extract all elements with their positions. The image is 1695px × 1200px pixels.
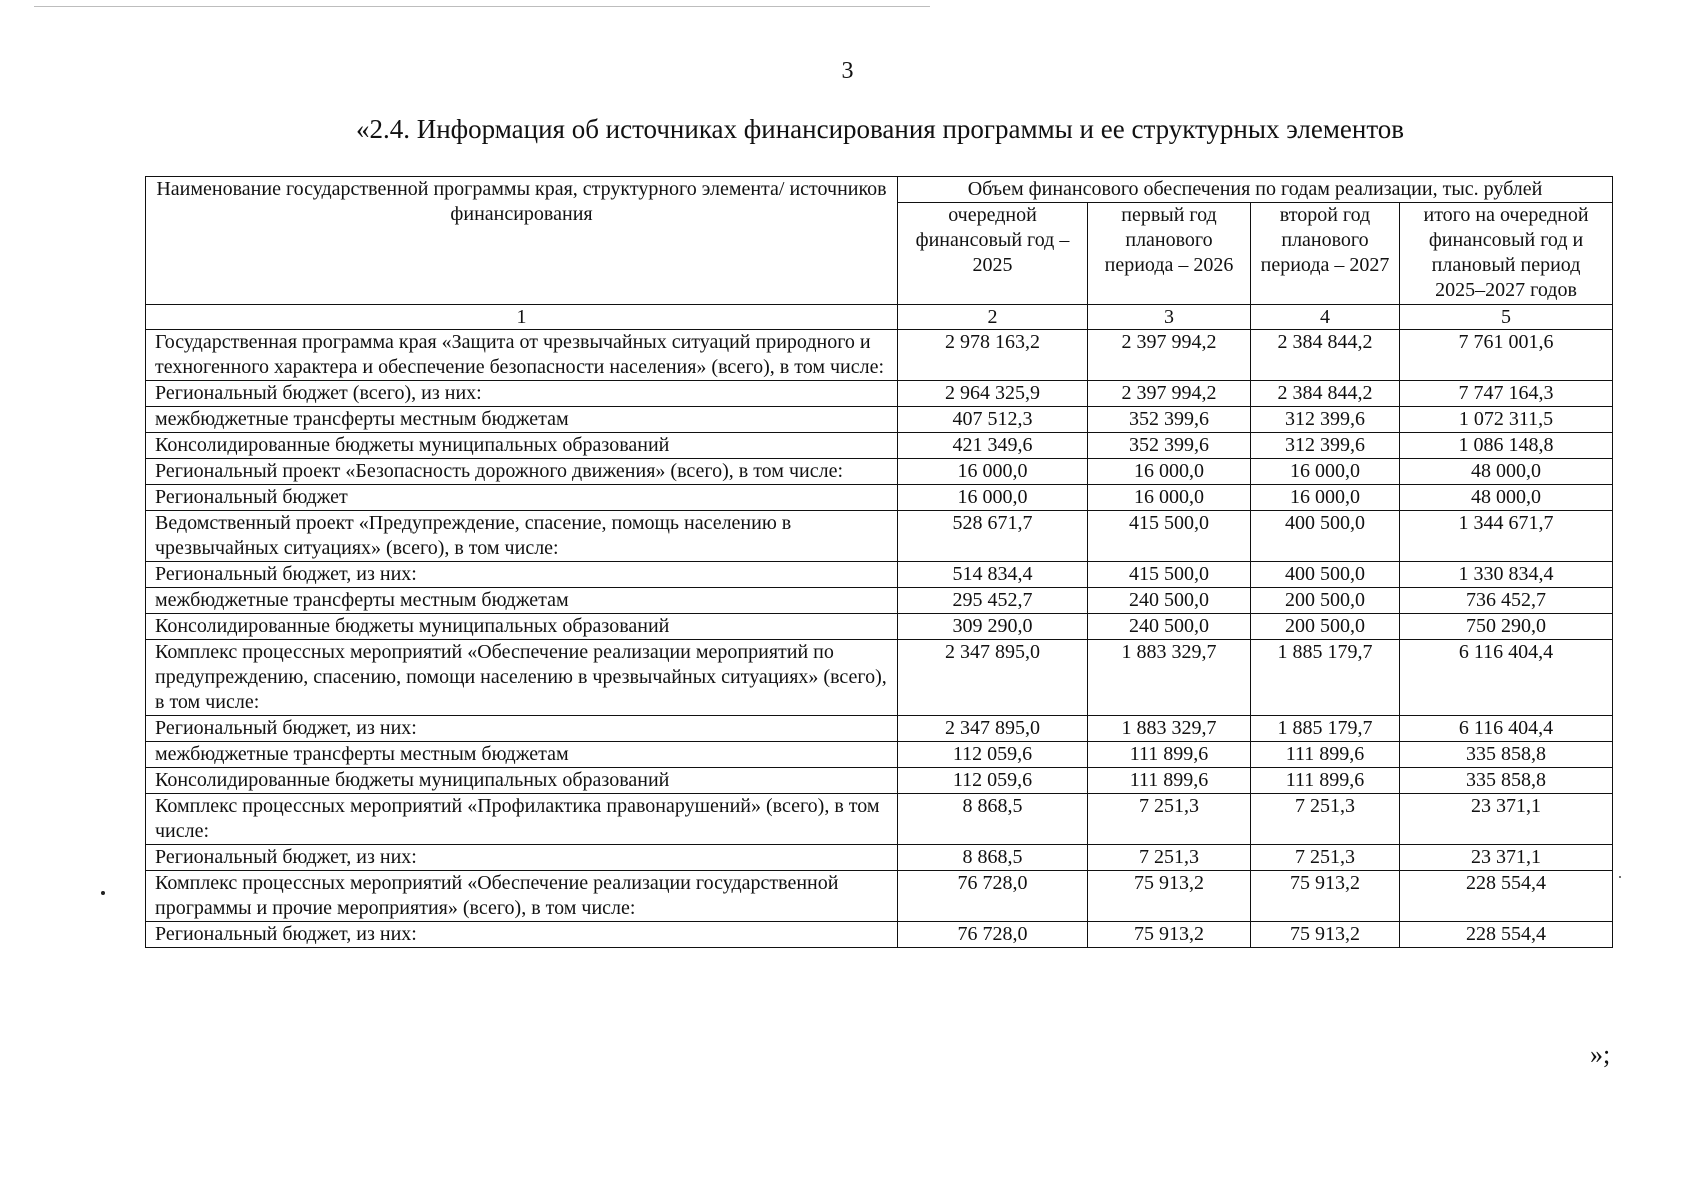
value-total: 750 290,0 (1400, 614, 1613, 640)
row-name: межбюджетные трансферты местным бюджетам (146, 742, 898, 768)
value-2025: 112 059,6 (898, 768, 1088, 794)
row-name: Региональный проект «Безопасность дорожного движения» (всего), в том числе: (146, 459, 898, 485)
value-2026: 2 397 994,2 (1088, 381, 1251, 407)
column-number: 3 (1088, 305, 1251, 330)
value-total: 1 086 148,8 (1400, 433, 1613, 459)
row-name: Консолидированные бюджеты муниципальных образований (146, 768, 898, 794)
margin-dot (101, 891, 105, 895)
row-name: Региональный бюджет (всего), из них: (146, 381, 898, 407)
header-year-2027: второй год планового периода – 2027 (1251, 203, 1400, 305)
value-2025: 421 349,6 (898, 433, 1088, 459)
value-2027: 7 251,3 (1251, 794, 1400, 845)
value-2026: 240 500,0 (1088, 588, 1251, 614)
value-2026: 240 500,0 (1088, 614, 1251, 640)
row-name: Комплекс процессных мероприятий «Обеспечение реализации государственной программы и прочие мероприятия» (всего), в том числе: (146, 871, 898, 922)
value-total: 7 761 001,6 (1400, 330, 1613, 381)
header-row (146, 177, 1613, 203)
value-total: 1 344 671,7 (1400, 511, 1613, 562)
table-row (146, 459, 1613, 485)
table-row (146, 871, 1613, 922)
value-total: 23 371,1 (1400, 845, 1613, 871)
financing-table (145, 176, 1613, 948)
value-2026: 75 913,2 (1088, 922, 1251, 948)
closing-quote-mark: »; (1590, 1040, 1611, 1069)
value-2027: 200 500,0 (1251, 614, 1400, 640)
value-2026: 7 251,3 (1088, 845, 1251, 871)
table-row (146, 716, 1613, 742)
value-2027: 111 899,6 (1251, 742, 1400, 768)
table-row (146, 614, 1613, 640)
value-2026: 16 000,0 (1088, 459, 1251, 485)
value-2025: 2 978 163,2 (898, 330, 1088, 381)
value-total: 48 000,0 (1400, 459, 1613, 485)
value-2026: 16 000,0 (1088, 485, 1251, 511)
table-row (146, 433, 1613, 459)
row-name: Ведомственный проект «Предупреждение, спасение, помощь населению в чрезвычайных ситуациях» (всего), в том числе: (146, 511, 898, 562)
value-2026: 1 883 329,7 (1088, 640, 1251, 716)
value-2025: 309 290,0 (898, 614, 1088, 640)
value-2027: 2 384 844,2 (1251, 330, 1400, 381)
value-total: 23 371,1 (1400, 794, 1613, 845)
margin-dot (1619, 876, 1621, 878)
value-2027: 312 399,6 (1251, 407, 1400, 433)
value-total: 7 747 164,3 (1400, 381, 1613, 407)
column-number-row (146, 305, 1613, 330)
value-2025: 514 834,4 (898, 562, 1088, 588)
document-title: «2.4. Информация об источниках финансирования программы и ее структурных элементов (355, 114, 1405, 144)
value-2026: 2 397 994,2 (1088, 330, 1251, 381)
value-total: 1 330 834,4 (1400, 562, 1613, 588)
value-2026: 415 500,0 (1088, 511, 1251, 562)
row-name: Региональный бюджет, из них: (146, 562, 898, 588)
value-2027: 400 500,0 (1251, 562, 1400, 588)
value-total: 1 072 311,5 (1400, 407, 1613, 433)
value-2025: 2 964 325,9 (898, 381, 1088, 407)
value-2025: 112 059,6 (898, 742, 1088, 768)
header-total: итого на очередной финансовый год и плановый период 2025–2027 годов (1400, 203, 1613, 305)
value-2025: 407 512,3 (898, 407, 1088, 433)
value-2027: 75 913,2 (1251, 922, 1400, 948)
table-row (146, 768, 1613, 794)
value-2027: 1 885 179,7 (1251, 716, 1400, 742)
header-year-2026: первый год планового периода – 2026 (1088, 203, 1251, 305)
value-2025: 8 868,5 (898, 794, 1088, 845)
row-name: Комплекс процессных мероприятий «Профилактика правонарушений» (всего), в том числе: (146, 794, 898, 845)
table-body (146, 330, 1613, 948)
row-name: Региональный бюджет, из них: (146, 845, 898, 871)
column-number: 4 (1251, 305, 1400, 330)
value-2027: 312 399,6 (1251, 433, 1400, 459)
table-row (146, 794, 1613, 845)
value-2027: 2 384 844,2 (1251, 381, 1400, 407)
value-2026: 7 251,3 (1088, 794, 1251, 845)
table-row (146, 562, 1613, 588)
row-name: Консолидированные бюджеты муниципальных образований (146, 433, 898, 459)
value-total: 6 116 404,4 (1400, 640, 1613, 716)
value-2025: 76 728,0 (898, 871, 1088, 922)
value-total: 335 858,8 (1400, 742, 1613, 768)
value-total: 228 554,4 (1400, 871, 1613, 922)
row-name: межбюджетные трансферты местным бюджетам (146, 588, 898, 614)
value-2027: 75 913,2 (1251, 871, 1400, 922)
value-2026: 352 399,6 (1088, 433, 1251, 459)
table-row (146, 588, 1613, 614)
value-2025: 76 728,0 (898, 922, 1088, 948)
value-2027: 1 885 179,7 (1251, 640, 1400, 716)
value-2026: 111 899,6 (1088, 742, 1251, 768)
value-2027: 400 500,0 (1251, 511, 1400, 562)
value-2027: 16 000,0 (1251, 485, 1400, 511)
table-row (146, 511, 1613, 562)
value-2025: 16 000,0 (898, 485, 1088, 511)
value-total: 228 554,4 (1400, 922, 1613, 948)
row-name: Региональный бюджет, из них: (146, 716, 898, 742)
column-number: 2 (898, 305, 1088, 330)
value-2027: 111 899,6 (1251, 768, 1400, 794)
table-row (146, 922, 1613, 948)
column-number: 1 (146, 305, 898, 330)
row-name: Региональный бюджет (146, 485, 898, 511)
column-number: 5 (1400, 305, 1613, 330)
value-2025: 2 347 895,0 (898, 716, 1088, 742)
value-2025: 528 671,7 (898, 511, 1088, 562)
row-name: Консолидированные бюджеты муниципальных образований (146, 614, 898, 640)
value-2025: 16 000,0 (898, 459, 1088, 485)
value-2026: 75 913,2 (1088, 871, 1251, 922)
value-total: 736 452,7 (1400, 588, 1613, 614)
value-total: 6 116 404,4 (1400, 716, 1613, 742)
table-row (146, 845, 1613, 871)
value-2026: 352 399,6 (1088, 407, 1251, 433)
table-row (146, 330, 1613, 381)
value-2025: 295 452,7 (898, 588, 1088, 614)
table-row (146, 742, 1613, 768)
header-year-2025: очередной финансовый год – 2025 (898, 203, 1088, 305)
value-2027: 16 000,0 (1251, 459, 1400, 485)
row-name: Региональный бюджет, из них: (146, 922, 898, 948)
value-2026: 111 899,6 (1088, 768, 1251, 794)
row-name: Комплекс процессных мероприятий «Обеспечение реализации мероприятий по предупреждению, спасению, помощи населению в чрезвычайных ситуациях» (всего), в том числе: (146, 640, 898, 716)
value-2026: 415 500,0 (1088, 562, 1251, 588)
value-total: 48 000,0 (1400, 485, 1613, 511)
value-2025: 8 868,5 (898, 845, 1088, 871)
header-name-column: Наименование государственной программы края, структурного элемента/ источников финансирования (146, 177, 898, 305)
value-total: 335 858,8 (1400, 768, 1613, 794)
value-2027: 200 500,0 (1251, 588, 1400, 614)
table-row (146, 381, 1613, 407)
page-number: 3 (841, 58, 854, 84)
value-2027: 7 251,3 (1251, 845, 1400, 871)
top-rule (34, 6, 930, 7)
value-2025: 2 347 895,0 (898, 640, 1088, 716)
row-name: межбюджетные трансферты местным бюджетам (146, 407, 898, 433)
row-name: Государственная программа края «Защита от чрезвычайных ситуаций природного и техногенного характера и обеспечение безопасности населения» (всего), в том числе: (146, 330, 898, 381)
table-row (146, 640, 1613, 716)
header-group: Объем финансового обеспечения по годам реализации, тыс. рублей (898, 177, 1613, 203)
value-2026: 1 883 329,7 (1088, 716, 1251, 742)
table-row (146, 407, 1613, 433)
table-row (146, 485, 1613, 511)
